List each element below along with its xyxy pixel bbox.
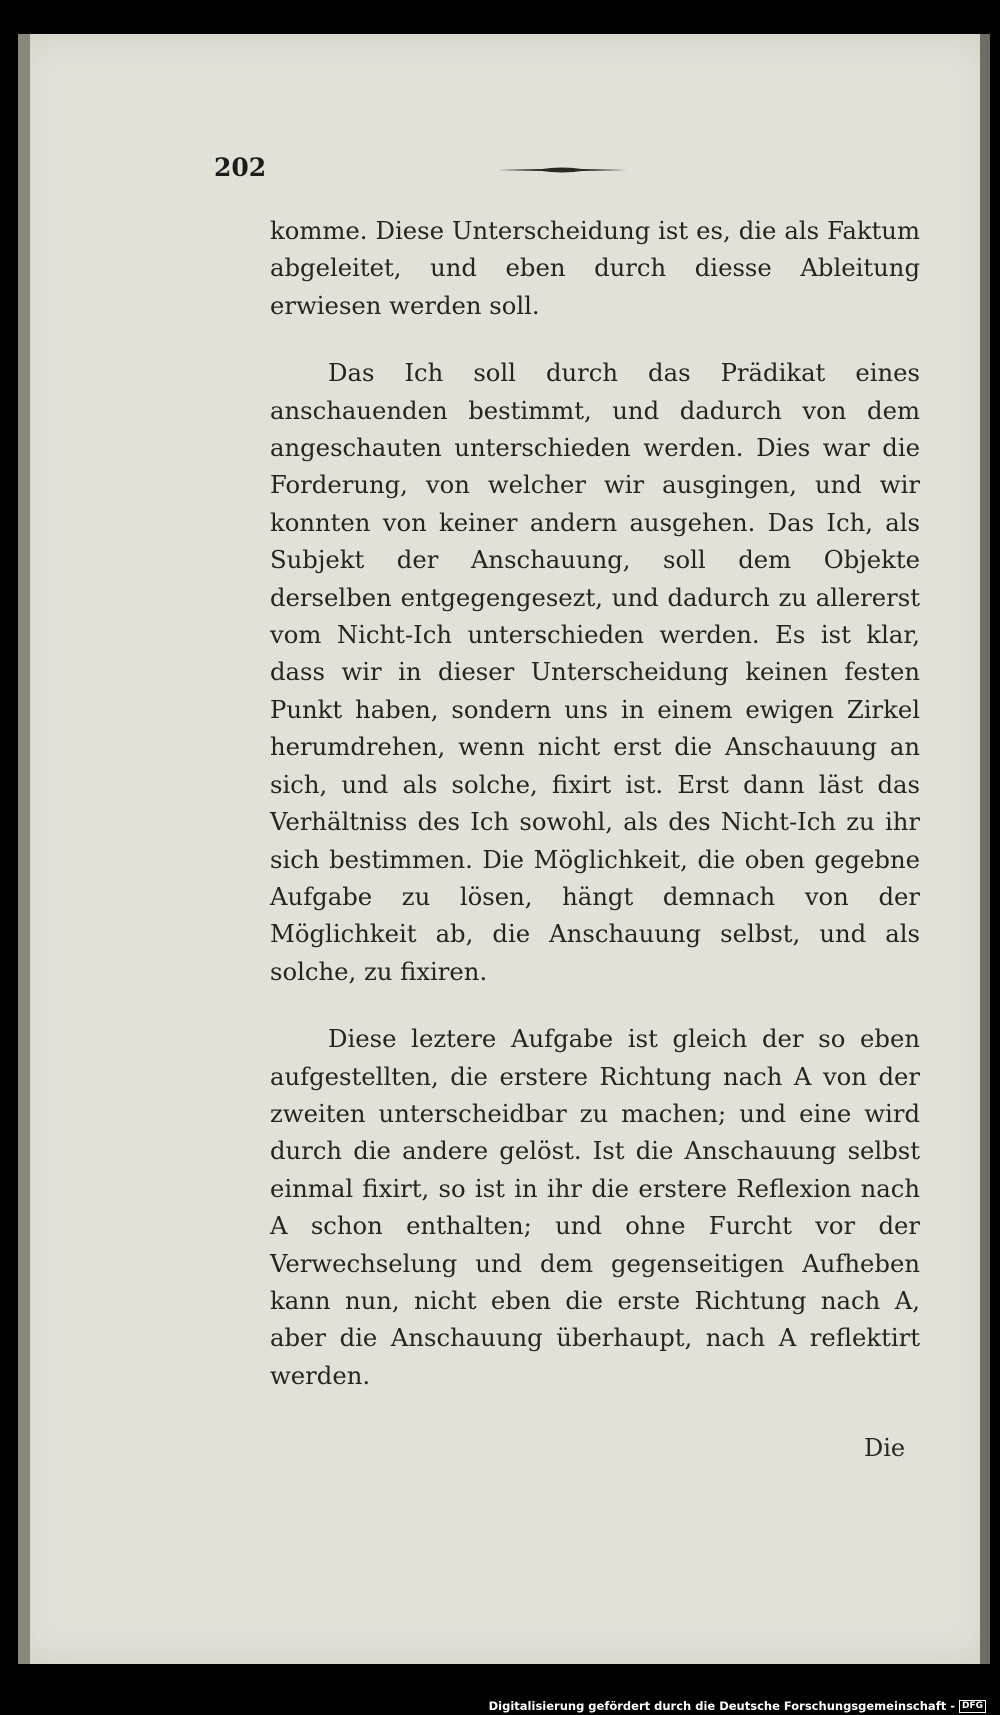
dfg-logo: DFG bbox=[959, 1700, 986, 1713]
page-fore-edge bbox=[980, 34, 990, 1664]
header-ornament-rule bbox=[497, 166, 627, 174]
page-binding-edge bbox=[18, 34, 30, 1664]
digitization-credit bbox=[489, 1699, 986, 1713]
paragraph: Das Ich soll durch das Prädikat eines anschauenden bestimmt, und dadurch von dem angeschauten unterschieden werden. Dies war die Forderung, von welcher wir ausgingen, und wir konnten von keiner andern ausgehen. Das Ich, als Subjekt der Anschauung, soll dem Objekte derselben entgegengesezt, und dadurch zu allererst vom Nicht-Ich unterschieden werden. Es ist klar, dass wir in dieser Unterscheidung keinen festen Punkt haben, sondern uns in einem ewigen Zirkel herumdrehen, wenn nicht erst die Anschauung an sich, und als solche, fixirt ist. Erst dann läst das Verhältniss des Ich sowohl, als des Nicht-Ich zu ihr sich bestimmen. Die Möglichkeit, die oben gegebne Aufgabe zu lösen, hängt demnach von der Möglichkeit ab, die Anschauung selbst, und als solche, zu fixiren. bbox=[270, 358, 920, 986]
paragraph: Diese leztere Aufgabe ist gleich der so eben aufgestellten, die erstere Richtung nach A von der zweiten unterscheidbar zu machen; und eine wird durch die andere gelöst. Ist die Anschauung selbst einmal fixirt, so ist in ihr die erstere Reflexion nach A schon enthalten; und ohne Furcht vor der Verwechselung und dem gegenseitigen Aufheben kann nun, nicht eben die erste Richtung nach A, aber die Anschauung überhaupt, nach A reflektirt werden. bbox=[270, 1024, 920, 1390]
paragraph-continuation: komme. Diese Unterscheidung ist es, die als Faktum abgeleitet, und eben durch diesse Ableitung erwiesen werden soll. bbox=[270, 216, 920, 320]
catchword: Die bbox=[864, 1434, 906, 1462]
credit-text: Digitalisierung gefördert durch die Deutsche Forschungsgemeinschaft - bbox=[488, 1699, 955, 1713]
body-text bbox=[270, 212, 920, 1394]
page-number: 202 bbox=[214, 153, 267, 182]
